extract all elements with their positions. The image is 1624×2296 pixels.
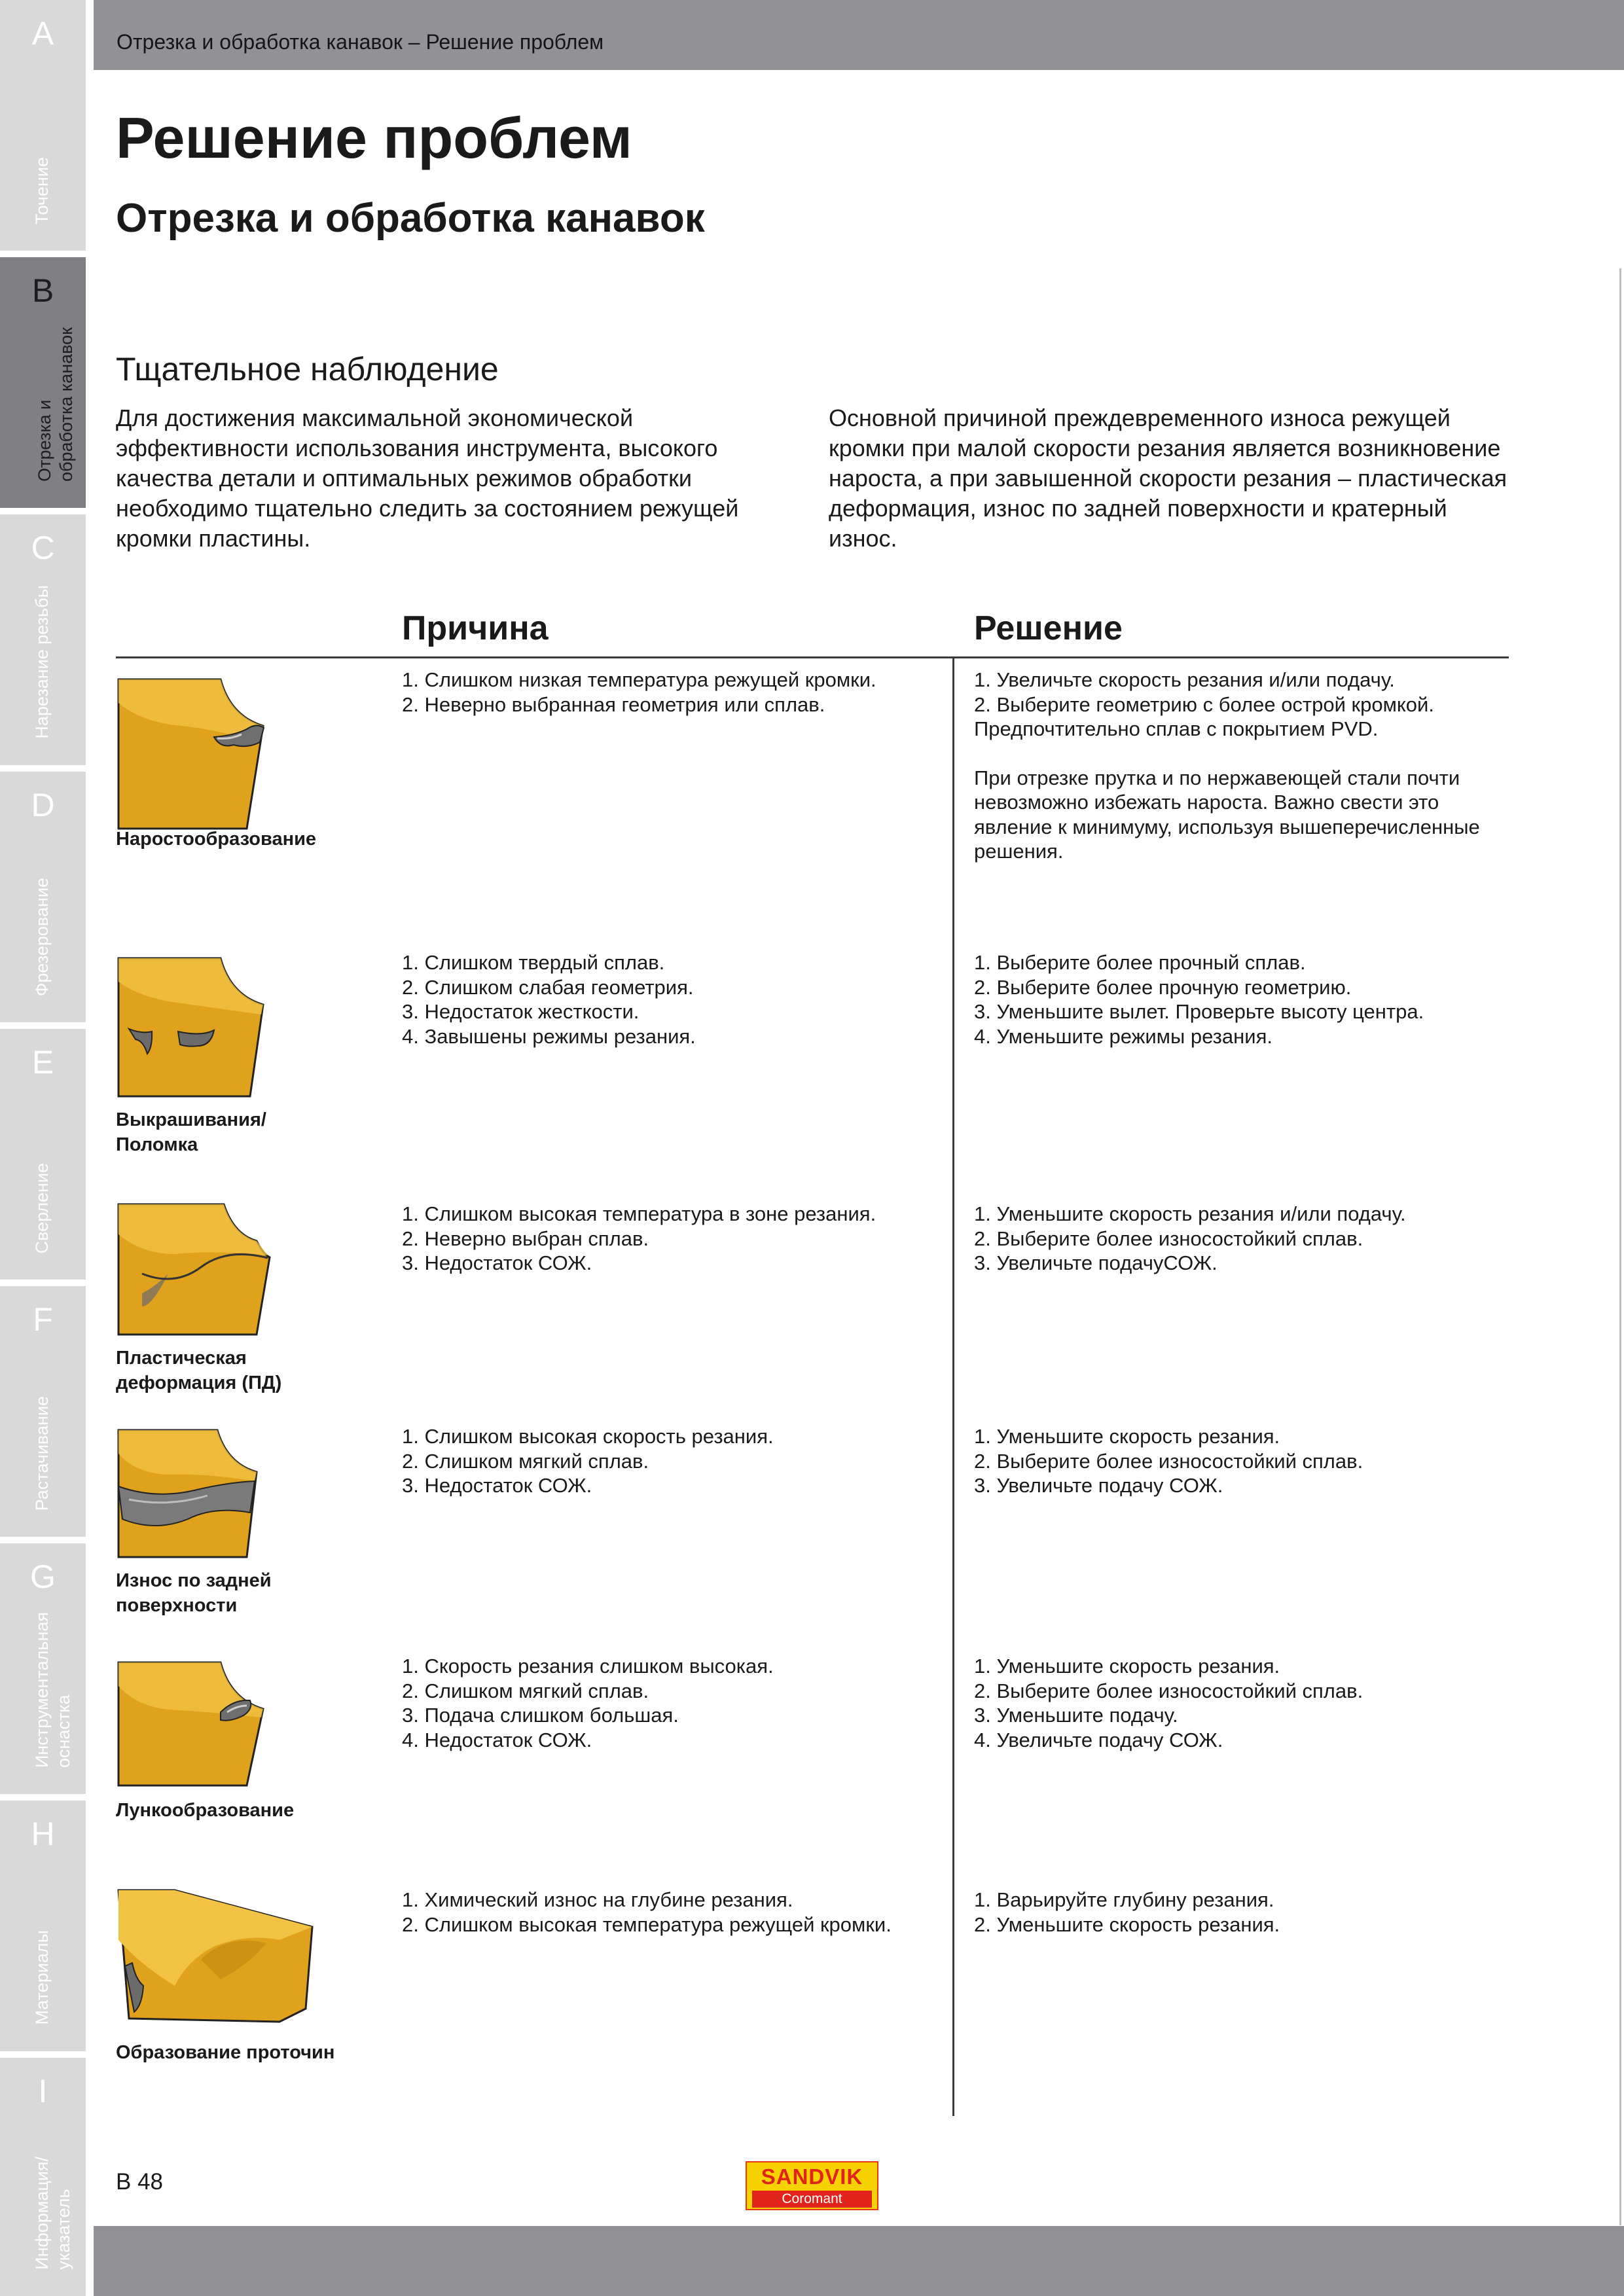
defect-caption: Лункообразование	[116, 1800, 295, 1821]
cause-item: 1. Химический износ на глубине резания.	[402, 1888, 793, 1911]
cause-list	[402, 1424, 939, 1498]
cause-item: 2. Слишком высокая температура режущей кромки.	[402, 1912, 892, 1936]
page-subtitle: Отрезка и обработка канавок	[116, 196, 705, 241]
plastic-deformation-illustration	[116, 1202, 306, 1339]
solution-item: 2. Выберите более износостойкий сплав.	[974, 1449, 1363, 1473]
tab-letter: A	[31, 15, 54, 52]
tab-letter: E	[31, 1044, 54, 1081]
tab-e[interactable]	[0, 1029, 86, 1280]
cause-item: 2. Неверно выбранная геометрия или сплав.	[402, 692, 825, 716]
solution-item: 1. Уменьшите скорость резания.	[974, 1425, 1280, 1448]
tab-letter: D	[31, 787, 55, 823]
cause-column-header: Причина	[402, 609, 549, 647]
chipping-illustration	[116, 956, 293, 1100]
defect-caption: Пластическая деформация (ПД)	[116, 1348, 282, 1393]
section-heading: Тщательное наблюдение	[116, 351, 499, 387]
solution-item: 3. Увеличьте подачуСОЖ.	[974, 1251, 1218, 1274]
tab-label: Информация/ указатель	[32, 2157, 73, 2270]
solution-item: 1. Уменьшите скорость резания.	[974, 1655, 1280, 1677]
cause-item: 1. Слишком высокая скорость резания.	[402, 1425, 774, 1448]
tab-letter: B	[31, 272, 54, 309]
solution-item: 2. Выберите более износостойкий сплав.	[974, 1679, 1363, 1702]
defect-caption: Выкрашивания/ Поломка	[116, 1109, 266, 1155]
solution-note: При отрезке прутка и по нержавеющей стали почти невозможно избежать нароста. Важно свести это явление к минимуму, используя вышеперечисленные решения.	[974, 766, 1480, 863]
tab-label: Точение	[32, 157, 52, 224]
tab-f[interactable]	[0, 1286, 86, 1537]
tab-i[interactable]	[0, 2058, 86, 2296]
solution-item: 2. Выберите более износостойкий сплав.	[974, 1227, 1363, 1250]
defect-caption: Износ по задней поверхности	[116, 1570, 272, 1616]
solution-item: 4. Уменьшите режимы резания.	[974, 1024, 1272, 1048]
page-number: B 48	[116, 2169, 163, 2195]
solution-item: 3. Уменьшите подачу.	[974, 1704, 1178, 1727]
intro-paragraph-right: Основной причиной преждевременного износа режущей кромки при малой скорости резания является возникновение нароста, а при завышенной скорости резания – пластическая деформация, износ по задней поверхности и кратерный износ.	[829, 404, 1507, 552]
tab-d[interactable]	[0, 772, 86, 1022]
solution-list	[974, 668, 1498, 864]
solution-item: 1. Увеличьте скорость резания и/или подачу.	[974, 668, 1395, 691]
flank-wear-illustration	[116, 1427, 306, 1562]
cause-item: 4. Завышены режимы резания.	[402, 1024, 696, 1048]
cause-item: 2. Слишком мягкий сплав.	[402, 1679, 649, 1702]
cause-item: 2. Слишком слабая геометрия.	[402, 975, 694, 999]
breadcrumb: Отрезка и обработка канавок – Решение проблем	[117, 30, 604, 54]
defect-caption: Образование проточин	[116, 2042, 335, 2063]
page-title: Решение проблем	[116, 105, 632, 170]
defect-caption: Наростообразование	[116, 829, 317, 850]
cause-item: 3. Недостаток жесткости.	[402, 1000, 640, 1023]
tab-letter: H	[31, 1816, 55, 1852]
cause-item: 3. Недостаток СОЖ.	[402, 1251, 592, 1274]
logo-subtitle: Coromant	[752, 2191, 872, 2208]
tab-letter: I	[38, 2073, 48, 2109]
cause-item: 1. Слишком твердый сплав.	[402, 951, 665, 974]
notch-wear-illustration	[116, 1888, 319, 2025]
tab-h[interactable]	[0, 1801, 86, 2051]
right-margin-rule	[1619, 268, 1621, 2225]
solution-item: 2. Выберите более прочную геометрию.	[974, 975, 1352, 999]
cause-list	[402, 1202, 939, 1276]
cause-item: 1. Слишком низкая температура режущей кромки.	[402, 668, 876, 691]
header-bar	[94, 0, 1624, 70]
solution-item: Предпочтительно сплав с покрытием PVD.	[974, 717, 1379, 740]
cause-item: 2. Неверно выбран сплав.	[402, 1227, 649, 1250]
cause-item: 3. Подача слишком большая.	[402, 1704, 679, 1727]
solution-item: 1. Уменьшите скорость резания и/или подачу.	[974, 1202, 1406, 1225]
cause-item: 1. Слишком высокая температура в зоне резания.	[402, 1202, 876, 1225]
solution-item: 4. Увеличьте подачу СОЖ.	[974, 1728, 1223, 1751]
cause-list	[402, 1888, 939, 1937]
tab-label: Инструментальная оснастка	[32, 1611, 73, 1768]
cause-list	[402, 1654, 939, 1752]
tab-c[interactable]	[0, 514, 86, 765]
tab-label: Растачивание	[32, 1395, 52, 1511]
solution-item: 3. Уменьшите вылет. Проверьте высоту центра.	[974, 1000, 1424, 1023]
cause-item: 4. Недостаток СОЖ.	[402, 1728, 592, 1751]
cause-list	[402, 950, 939, 1049]
tab-g[interactable]	[0, 1543, 86, 1794]
solution-column-header: Решение	[974, 609, 1123, 647]
tab-a[interactable]	[0, 0, 86, 251]
built-up-edge-illustration	[116, 677, 293, 834]
solution-list	[974, 950, 1498, 1049]
cause-item: 1. Скорость резания слишком высокая.	[402, 1655, 774, 1677]
cause-list	[402, 668, 939, 717]
tab-b[interactable]	[0, 257, 86, 508]
tab-label: Материалы	[32, 1930, 52, 2025]
table-header-rule	[116, 656, 1509, 658]
tab-letter: F	[33, 1301, 53, 1338]
sandvik-logo	[746, 2161, 878, 2210]
solution-list	[974, 1202, 1498, 1276]
logo-brand: SANDVIK	[761, 2164, 863, 2189]
tab-letter: G	[30, 1558, 56, 1595]
solution-list	[974, 1654, 1498, 1752]
tab-label: Фрезерование	[32, 877, 52, 996]
solution-list	[974, 1888, 1498, 1937]
table-column-divider	[952, 658, 954, 2116]
solution-item: 1. Варьируйте глубину резания.	[974, 1888, 1274, 1911]
solution-item: 1. Выберите более прочный сплав.	[974, 951, 1306, 974]
intro-paragraph-left: Для достижения максимальной экономической эффективности использования инструмента, высокого качества детали и оптимальных режимов обработки необходимо тщательно следить за состоянием режущей кромки пластины.	[116, 404, 739, 552]
cause-item: 3. Недостаток СОЖ.	[402, 1474, 592, 1497]
section-index	[0, 0, 88, 2296]
footer-bar	[94, 2226, 1624, 2296]
solution-list	[974, 1424, 1498, 1498]
tab-label: Нарезание резьбы	[32, 585, 52, 739]
crater-wear-illustration	[116, 1660, 299, 1791]
solution-item: 3. Увеличьте подачу СОЖ.	[974, 1474, 1223, 1497]
solution-item: 2. Выберите геометрию с более острой кромкой.	[974, 692, 1434, 716]
solution-item: 2. Уменьшите скорость резания.	[974, 1912, 1280, 1936]
tab-letter: C	[31, 529, 55, 566]
tab-label: Отрезка и обработка канавок	[35, 327, 76, 482]
cause-item: 2. Слишком мягкий сплав.	[402, 1449, 649, 1473]
tab-label: Сверление	[32, 1162, 52, 1253]
